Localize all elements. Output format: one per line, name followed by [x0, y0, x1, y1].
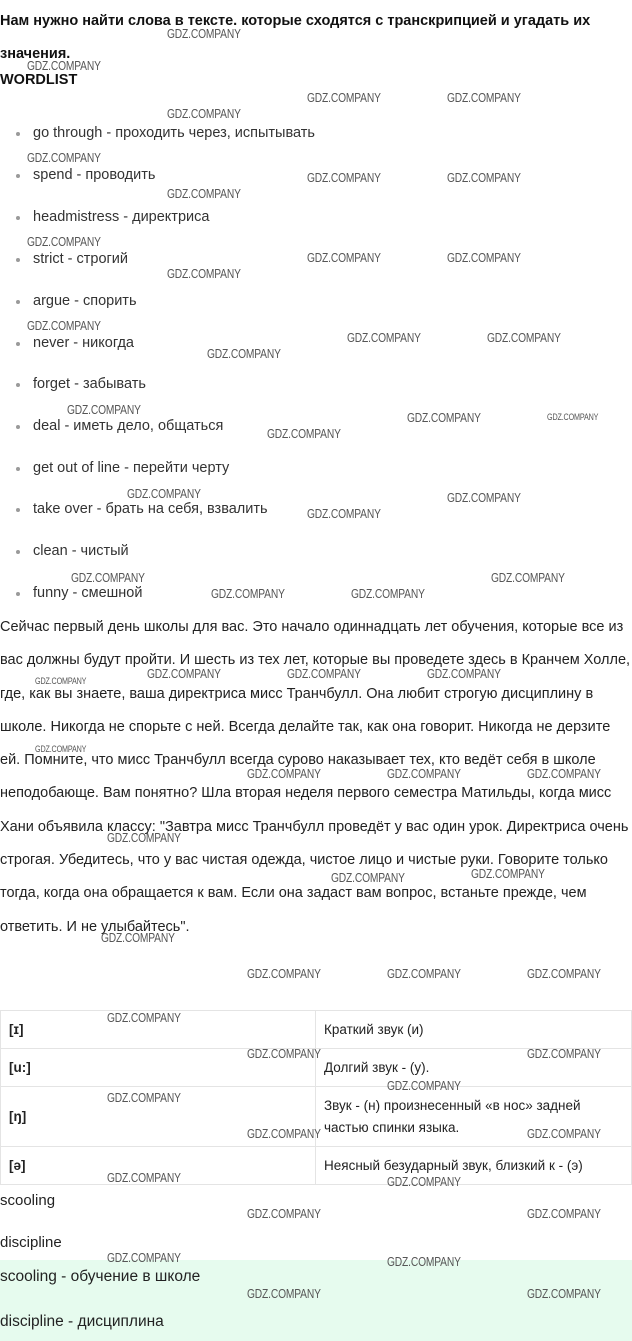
bullet-icon [16, 174, 20, 178]
wordlist-title: WORDLIST [0, 72, 78, 88]
transcription-symbol: [ə] [1, 1147, 316, 1185]
watermark: GDZ.COMPANY [307, 251, 381, 265]
transcription-description: Краткий звук (и) [316, 1011, 632, 1049]
bullet-icon [16, 383, 20, 387]
watermark: GDZ.COMPANY [447, 491, 521, 505]
watermark: GDZ.COMPANY [127, 487, 201, 501]
watermark: GDZ.COMPANY [407, 411, 481, 425]
watermark: GDZ.COMPANY [27, 151, 101, 165]
transcription-symbol: [u:] [1, 1049, 316, 1087]
bullet-icon [16, 550, 20, 554]
watermark: GDZ.COMPANY [107, 1091, 181, 1105]
transcription-description: Долгий звук - (у). [316, 1049, 632, 1087]
watermark: GDZ.COMPANY [347, 331, 421, 345]
watermark: GDZ.COMPANY [211, 587, 285, 601]
watermark: GDZ.COMPANY [247, 1047, 321, 1061]
watermark: GDZ.COMPANY [167, 267, 241, 281]
watermark: GDZ.COMPANY [247, 1287, 321, 1301]
task-instruction: Нам нужно найти слова в тексте. которые сходятся с транскрипцией и угадать их значения. [0, 13, 591, 62]
watermark: GDZ.COMPANY [247, 767, 321, 781]
bullet-icon [16, 132, 20, 136]
watermark: GDZ.COMPANY [35, 744, 87, 754]
watermark: GDZ.COMPANY [247, 1207, 321, 1221]
watermark: GDZ.COMPANY [71, 571, 145, 585]
watermark: GDZ.COMPANY [427, 667, 501, 681]
watermark: GDZ.COMPANY [387, 1079, 461, 1093]
watermark: GDZ.COMPANY [331, 871, 405, 885]
watermark: GDZ.COMPANY [67, 403, 141, 417]
watermark: GDZ.COMPANY [447, 91, 521, 105]
watermark: GDZ.COMPANY [351, 587, 425, 601]
watermark: GDZ.COMPANY [167, 27, 241, 41]
watermark: GDZ.COMPANY [487, 331, 561, 345]
watermark: GDZ.COMPANY [527, 767, 601, 781]
bullet-icon [16, 258, 20, 262]
watermark: GDZ.COMPANY [527, 1287, 601, 1301]
watermark: GDZ.COMPANY [387, 767, 461, 781]
watermark: GDZ.COMPANY [167, 107, 241, 121]
bullet-icon [16, 592, 20, 596]
watermark: GDZ.COMPANY [167, 187, 241, 201]
watermark: GDZ.COMPANY [307, 171, 381, 185]
answer-line: discipline - дисциплина [0, 1313, 164, 1330]
transcription-symbol: [ŋ] [1, 1087, 316, 1147]
watermark: GDZ.COMPANY [107, 1171, 181, 1185]
watermark: GDZ.COMPANY [527, 1127, 601, 1141]
watermark: GDZ.COMPANY [491, 571, 565, 585]
found-word: scooling [0, 1192, 56, 1209]
watermark: GDZ.COMPANY [107, 1251, 181, 1265]
watermark: GDZ.COMPANY [307, 91, 381, 105]
answer-line: scooling - обучение в школе [0, 1268, 201, 1285]
table-row [1, 1087, 632, 1147]
watermark: GDZ.COMPANY [447, 251, 521, 265]
watermark: GDZ.COMPANY [471, 867, 545, 881]
bullet-icon [16, 467, 20, 471]
watermark: GDZ.COMPANY [27, 235, 101, 249]
watermark: GDZ.COMPANY [101, 931, 175, 945]
bullet-icon [16, 425, 20, 429]
watermark: GDZ.COMPANY [387, 1175, 461, 1189]
watermark: GDZ.COMPANY [527, 967, 601, 981]
watermark: GDZ.COMPANY [247, 1127, 321, 1141]
bullet-icon [16, 300, 20, 304]
bullet-icon [16, 216, 20, 220]
watermark: GDZ.COMPANY [267, 427, 341, 441]
watermark: GDZ.COMPANY [387, 967, 461, 981]
bullet-icon [16, 508, 20, 512]
watermark: GDZ.COMPANY [527, 1047, 601, 1061]
watermark: GDZ.COMPANY [27, 59, 101, 73]
transcription-table [0, 1010, 632, 1185]
watermark: GDZ.COMPANY [287, 667, 361, 681]
watermark: GDZ.COMPANY [447, 171, 521, 185]
translation-paragraph: Сейчас первый день школы для вас. Это начало одиннадцать лет обучения, которые все из вас должны будут пройти. И шесть из тех лет, которые вы проведете здесь в Кранчем Холле, где, как вы знаете, ваша директриса мисс Транчбулл. Она любит строгую дисциплину в школе. Никогда не спорьте с ней. Всегда делайте так, как она говорит. Никогда не дерзите ей. Помните, что мисс Транчбулл всегда сурово наказывает тех, кто ведёт себя в школе неподобающе. Вам понятно? Шла вторая неделя первого семестра Матильды, когда мисс Хани объявила классу: "Завтра мисс Транчбулл проведёт у вас один урок. Директриса очень строгая. Убедитесь, что у вас чистая одежда, чистое лицо и чистые руки. Говорите только тогда, когда она обращается к вам. Если она задаст вам вопрос, встаньте прежде, чем ответить. И не улыбайтесь". [0, 619, 631, 935]
table-row [1, 1011, 632, 1049]
transcription-description: Неясный безударный звук, близкий к - (э) [316, 1147, 632, 1185]
watermark: GDZ.COMPANY [107, 1011, 181, 1025]
watermark: GDZ.COMPANY [527, 1207, 601, 1221]
watermark: GDZ.COMPANY [547, 412, 599, 422]
watermark: GDZ.COMPANY [107, 831, 181, 845]
found-word: discipline [0, 1234, 62, 1251]
transcription-symbol: [ɪ] [1, 1011, 316, 1049]
watermark: GDZ.COMPANY [207, 347, 281, 361]
watermark: GDZ.COMPANY [27, 319, 101, 333]
table-row [1, 1147, 632, 1185]
watermark: GDZ.COMPANY [307, 507, 381, 521]
watermark: GDZ.COMPANY [247, 967, 321, 981]
transcription-description: Звук - (н) произнесенный «в нос» задней частью спинки языка. [316, 1087, 632, 1147]
table-row [1, 1049, 632, 1087]
watermark: GDZ.COMPANY [387, 1255, 461, 1269]
watermark: GDZ.COMPANY [147, 667, 221, 681]
bullet-icon [16, 342, 20, 346]
watermark: GDZ.COMPANY [35, 676, 87, 686]
